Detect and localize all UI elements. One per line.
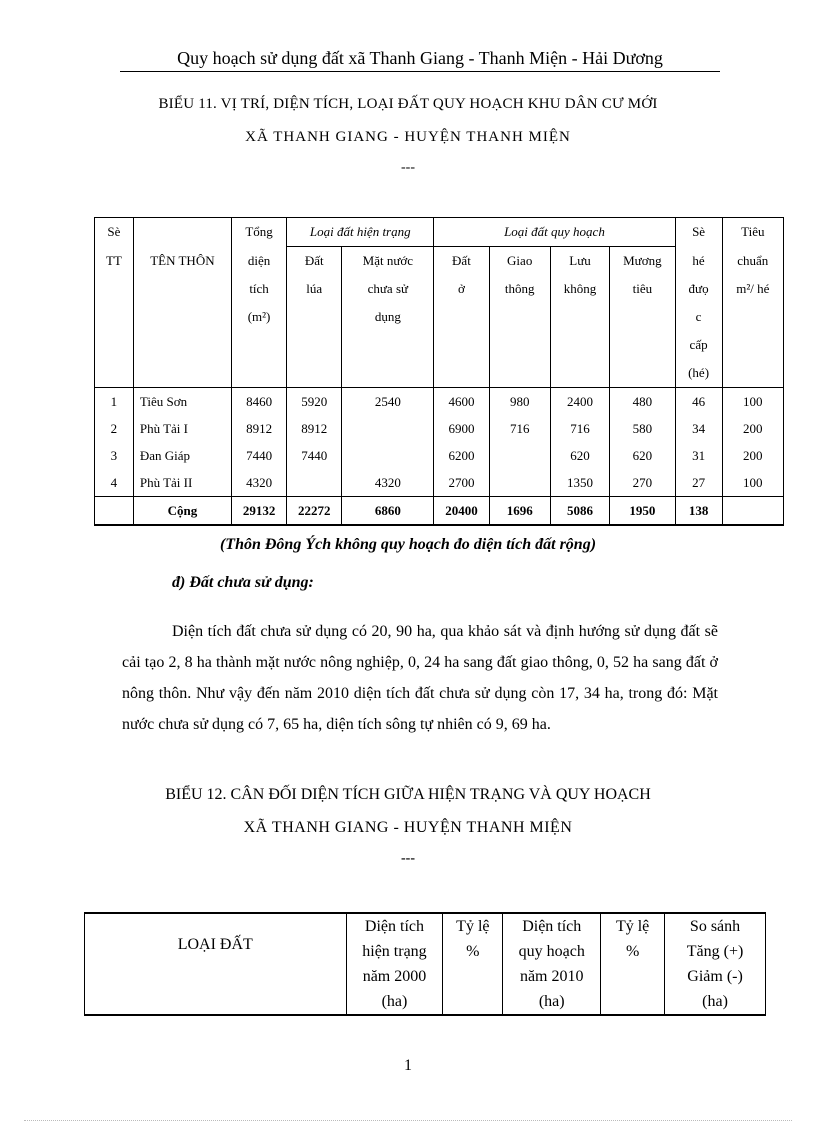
h-giaothong-2: thông	[489, 275, 550, 303]
table11-title: BIỂU 11. VỊ TRÍ, DIỆN TÍCH, LOẠI ĐẤT QUY HOẠCH KHU DÂN CƯ MỚI	[158, 96, 658, 112]
section-heading: đ) Đất chưa sử dụng:	[172, 574, 314, 591]
page-bottom-rule	[24, 1120, 792, 1121]
h-soho-4: c	[675, 303, 722, 331]
h-dato-1: Đất	[434, 247, 489, 276]
table12-title: BIỂU 12. CÂN ĐỐI DIỆN TÍCH GIỮA HIỆN TRẠNG VÀ QUY HOẠCH	[165, 786, 651, 803]
h-sosanh: So sánh Tăng (+) Giảm (-) (ha)	[665, 913, 766, 1015]
h-tyle-2: Tỷ lệ %	[601, 913, 665, 1015]
h-stt-1: Sè	[95, 218, 134, 247]
h-tong-4: (m²)	[231, 303, 286, 331]
h-dt2000: Diện tích hiện trạng năm 2000 (ha)	[346, 913, 443, 1015]
table-row: 3 Đan Giáp 7440 7440 6200 620 620 31 200	[95, 442, 784, 469]
h-soho-1: Sè	[675, 218, 722, 247]
table-12	[84, 912, 766, 1016]
h-tyle-1: Tỷ lệ %	[443, 913, 503, 1015]
table-row: 4 Phù Tải II 4320 4320 2700 1350 270 27 100	[95, 469, 784, 497]
h-matnuoc-2: chưa sử	[342, 275, 434, 303]
h-loai-dat: LOẠI ĐẤT	[85, 913, 347, 1015]
group-quy-hoach: Loại đất quy hoạch	[434, 218, 675, 247]
h-tc-2: chuẩn	[722, 247, 783, 276]
h-soho-3: đưọ	[675, 275, 722, 303]
h-matnuoc-3: dụng	[342, 303, 434, 331]
table11-dash: ---	[401, 160, 415, 175]
page-number: 1	[404, 1057, 412, 1074]
header-rule	[120, 71, 720, 72]
table12-subtitle: XÃ THANH GIANG - HUYỆN THANH MIỆN	[243, 819, 573, 836]
h-dato-2: ở	[434, 275, 489, 303]
h-tong-2: diện	[231, 247, 286, 276]
h-luukhong-1: Lưu	[550, 247, 609, 276]
h-luukhong-2: không	[550, 275, 609, 303]
body-paragraph: Diện tích đất chưa sử dụng có 20, 90 ha, qua khảo sát và định hướng sử dụng đất sẽ cải tạo 2, 8 ha thành mặt nước nông nghiệp, 0, 24 ha sang đất giao thông, 0, 52 ha sang đất ở nông thôn. Như vậy đến năm 2010 diện tích đất chưa sử dụng còn 17, 34 ha, trong đó: Mặt nước chưa sử dụng có 7, 65 ha, diện tích sông tự nhiên có 9, 69 ha.	[122, 623, 718, 733]
h-soho-2: hé	[675, 247, 722, 276]
table-row: 2 Phù Tải I 8912 8912 6900 716 716 580 34 200	[95, 415, 784, 442]
running-header: Quy hoạch sử dụng đất xã Thanh Giang - Thanh Miện - Hải Dương	[177, 48, 663, 68]
h-ten: TÊN THÔN	[133, 247, 231, 276]
h-soho-5: cấp	[675, 331, 722, 359]
h-lua-1: Đất	[287, 247, 342, 276]
h-tong-1: Tổng	[231, 218, 286, 247]
h-dt2010: Diện tích quy hoạch năm 2010 (ha)	[503, 913, 601, 1015]
h-tc-1: Tiêu	[722, 218, 783, 247]
h-soho-6: (hé)	[675, 359, 722, 388]
table-11	[94, 217, 784, 526]
h-giaothong-1: Giao	[489, 247, 550, 276]
group-hien-trang: Loại đất hiện trạng	[287, 218, 434, 247]
h-matnuoc-1: Mặt nước	[342, 247, 434, 276]
h-lua-2: lúa	[287, 275, 342, 303]
table11-subtitle: XÃ THANH GIANG - HUYỆN THANH MIỆN	[245, 129, 571, 145]
h-muong-1: Mương	[610, 247, 675, 276]
table-row: 1 Tiêu Sơn 8460 5920 2540 4600 980 2400 480 46 100	[95, 388, 784, 416]
table12-dash: ---	[401, 851, 415, 866]
h-tc-3: m²/ hé	[722, 275, 783, 303]
h-stt-2: TT	[95, 247, 134, 276]
total-row: Cộng 29132 22272 6860 20400 1696 5086 1950 138	[95, 497, 784, 526]
h-tong-3: tích	[231, 275, 286, 303]
h-muong-2: tiêu	[610, 275, 675, 303]
table11-note: (Thôn Đông Ých không quy hoạch đo diện tích đất rộng)	[219, 536, 597, 553]
